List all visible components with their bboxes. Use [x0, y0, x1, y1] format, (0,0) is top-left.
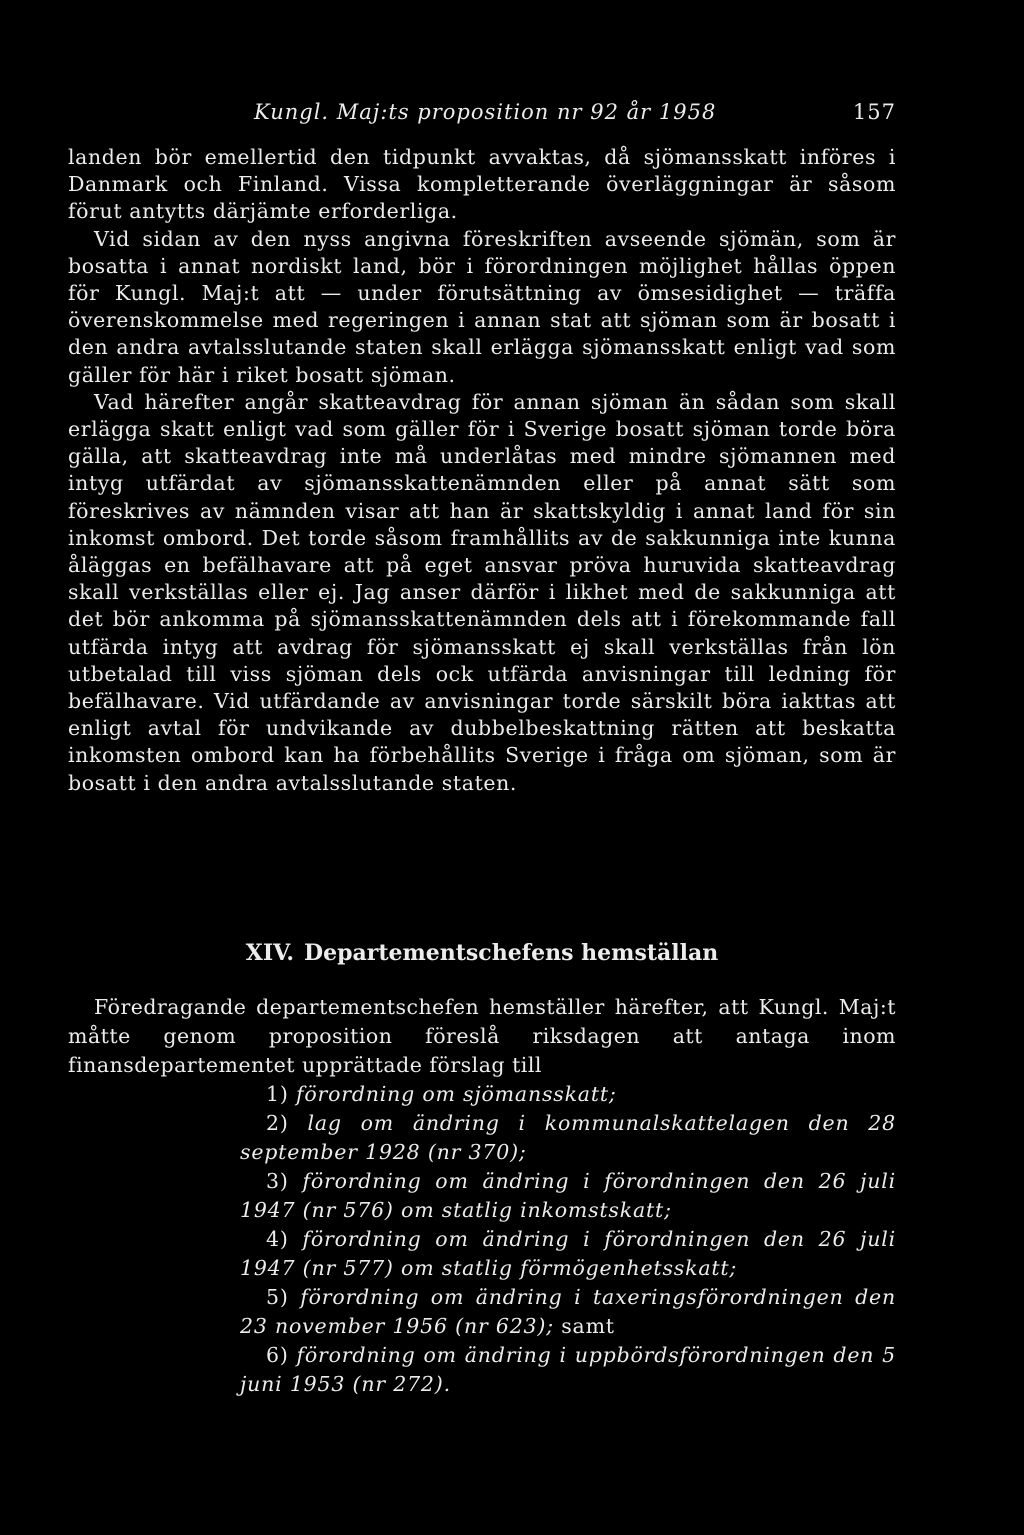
- list-item-text: lag om ändring i kommunalskattelagen den 28 september 1928 (nr 370);: [240, 1111, 896, 1164]
- list-item-text: förordning om ändring i taxeringsförordningen den 23 november 1956 (nr 623);: [240, 1285, 896, 1338]
- list-item: [240, 1225, 896, 1283]
- list-item-number: 1): [266, 1082, 289, 1106]
- paragraph-2: Vid sidan av den nyss angivna föreskriften avseende sjömän, som är bosatta i annat nordiskt land, bör i förordningen möjlighet hållas öppen för Kungl. Maj:t att — under förutsättning av ömsesidighet — träffa överenskommelse med regeringen i annan stat att sjöman som är bosatt i den andra avtalsslutande staten skall erlägga sjömansskatt enligt vad som gäller för här i riket bosatt sjöman.: [68, 226, 896, 387]
- list-item: [240, 1080, 896, 1109]
- paragraph-1: landen bör emellertid den tidpunkt avvaktas, då sjömansskatt införes i Danmark och Finland. Vissa kompletterande överläggningar är såsom förut antytts därjämte erforderliga.: [68, 145, 896, 224]
- section-heading: [68, 940, 896, 966]
- header-title: Kungl. Maj:ts proposition nr 92 år 1958: [254, 100, 717, 124]
- list-item-number: 6): [266, 1343, 289, 1367]
- list-item: [240, 1109, 896, 1167]
- paragraph-3: Vad härefter angår skatteavdrag för annan sjöman än sådan som skall erlägga skatt enligt vad som gäller för i Sverige bosatt sjöman torde böra gälla, att skatteavdrag inte må underlåtas med mindre sjömannen med intyg utfärdat av sjömansskattenämnden eller på annat sätt som föreskrives av nämnden visar att han är skattskyldig i annat land för sin inkomst ombord. Det torde såsom framhållits av de sakkunniga inte kunna åläggas en befälhavare att på eget ansvar pröva huruvida skatteavdrag skall verkställas eller ej. Jag anser därför i likhet med de sakkunniga att det bör ankomma på sjömansskattenämnden dels att i förekommande fall utfärda intyg att avdrag för sjömansskatt ej skall verkställas från lön utbetalad till viss sjöman dels ock utfärda anvisningar till ledning för befälhavare. Vid utfärdande av anvisningar torde särskilt böra iakttas att enligt avtal för undvikande av dubbelbeskattning rätten att beskatta inkomsten ombord kan ha förbehållits Sverige i fråga om sjöman, som är bosatt i den andra avtalsslutande staten.: [68, 389, 896, 795]
- page-number: 157: [852, 100, 896, 124]
- list-item-number: 4): [266, 1227, 289, 1251]
- recommendation-paragraph: Föredragande departementschefen hemställer härefter, att Kungl. Maj:t måtte genom proposition föreslå riksdagen att antaga inom finansdepartementet upprättade förslag till: [68, 995, 896, 1077]
- list-item: [240, 1283, 896, 1341]
- list-item-number: 3): [266, 1169, 289, 1193]
- section-title: Departementschefens hemställan: [304, 940, 719, 966]
- list-item-text: förordning om sjömansskatt;: [295, 1082, 617, 1106]
- running-header: [68, 100, 896, 130]
- list-item-suffix: samt: [553, 1314, 615, 1338]
- list-item-text: förordning om ändring i förordningen den 26 juli 1947 (nr 577) om statlig förmögenhetsskatt;: [240, 1227, 896, 1280]
- list-item: [240, 1341, 896, 1399]
- list-item-number: 2): [266, 1111, 289, 1135]
- list-item: [240, 1167, 896, 1225]
- list-item-number: 5): [266, 1285, 289, 1309]
- proposal-list: [68, 1080, 896, 1399]
- recommendation-block: [68, 993, 896, 1399]
- list-item-text: förordning om ändring i uppbördsförordningen den 5 juni 1953 (nr 272).: [240, 1343, 896, 1396]
- section-number: XIV.: [245, 940, 295, 966]
- list-item-text: förordning om ändring i förordningen den 26 juli 1947 (nr 576) om statlig inkomstskatt;: [240, 1169, 896, 1222]
- body-text: [68, 144, 896, 797]
